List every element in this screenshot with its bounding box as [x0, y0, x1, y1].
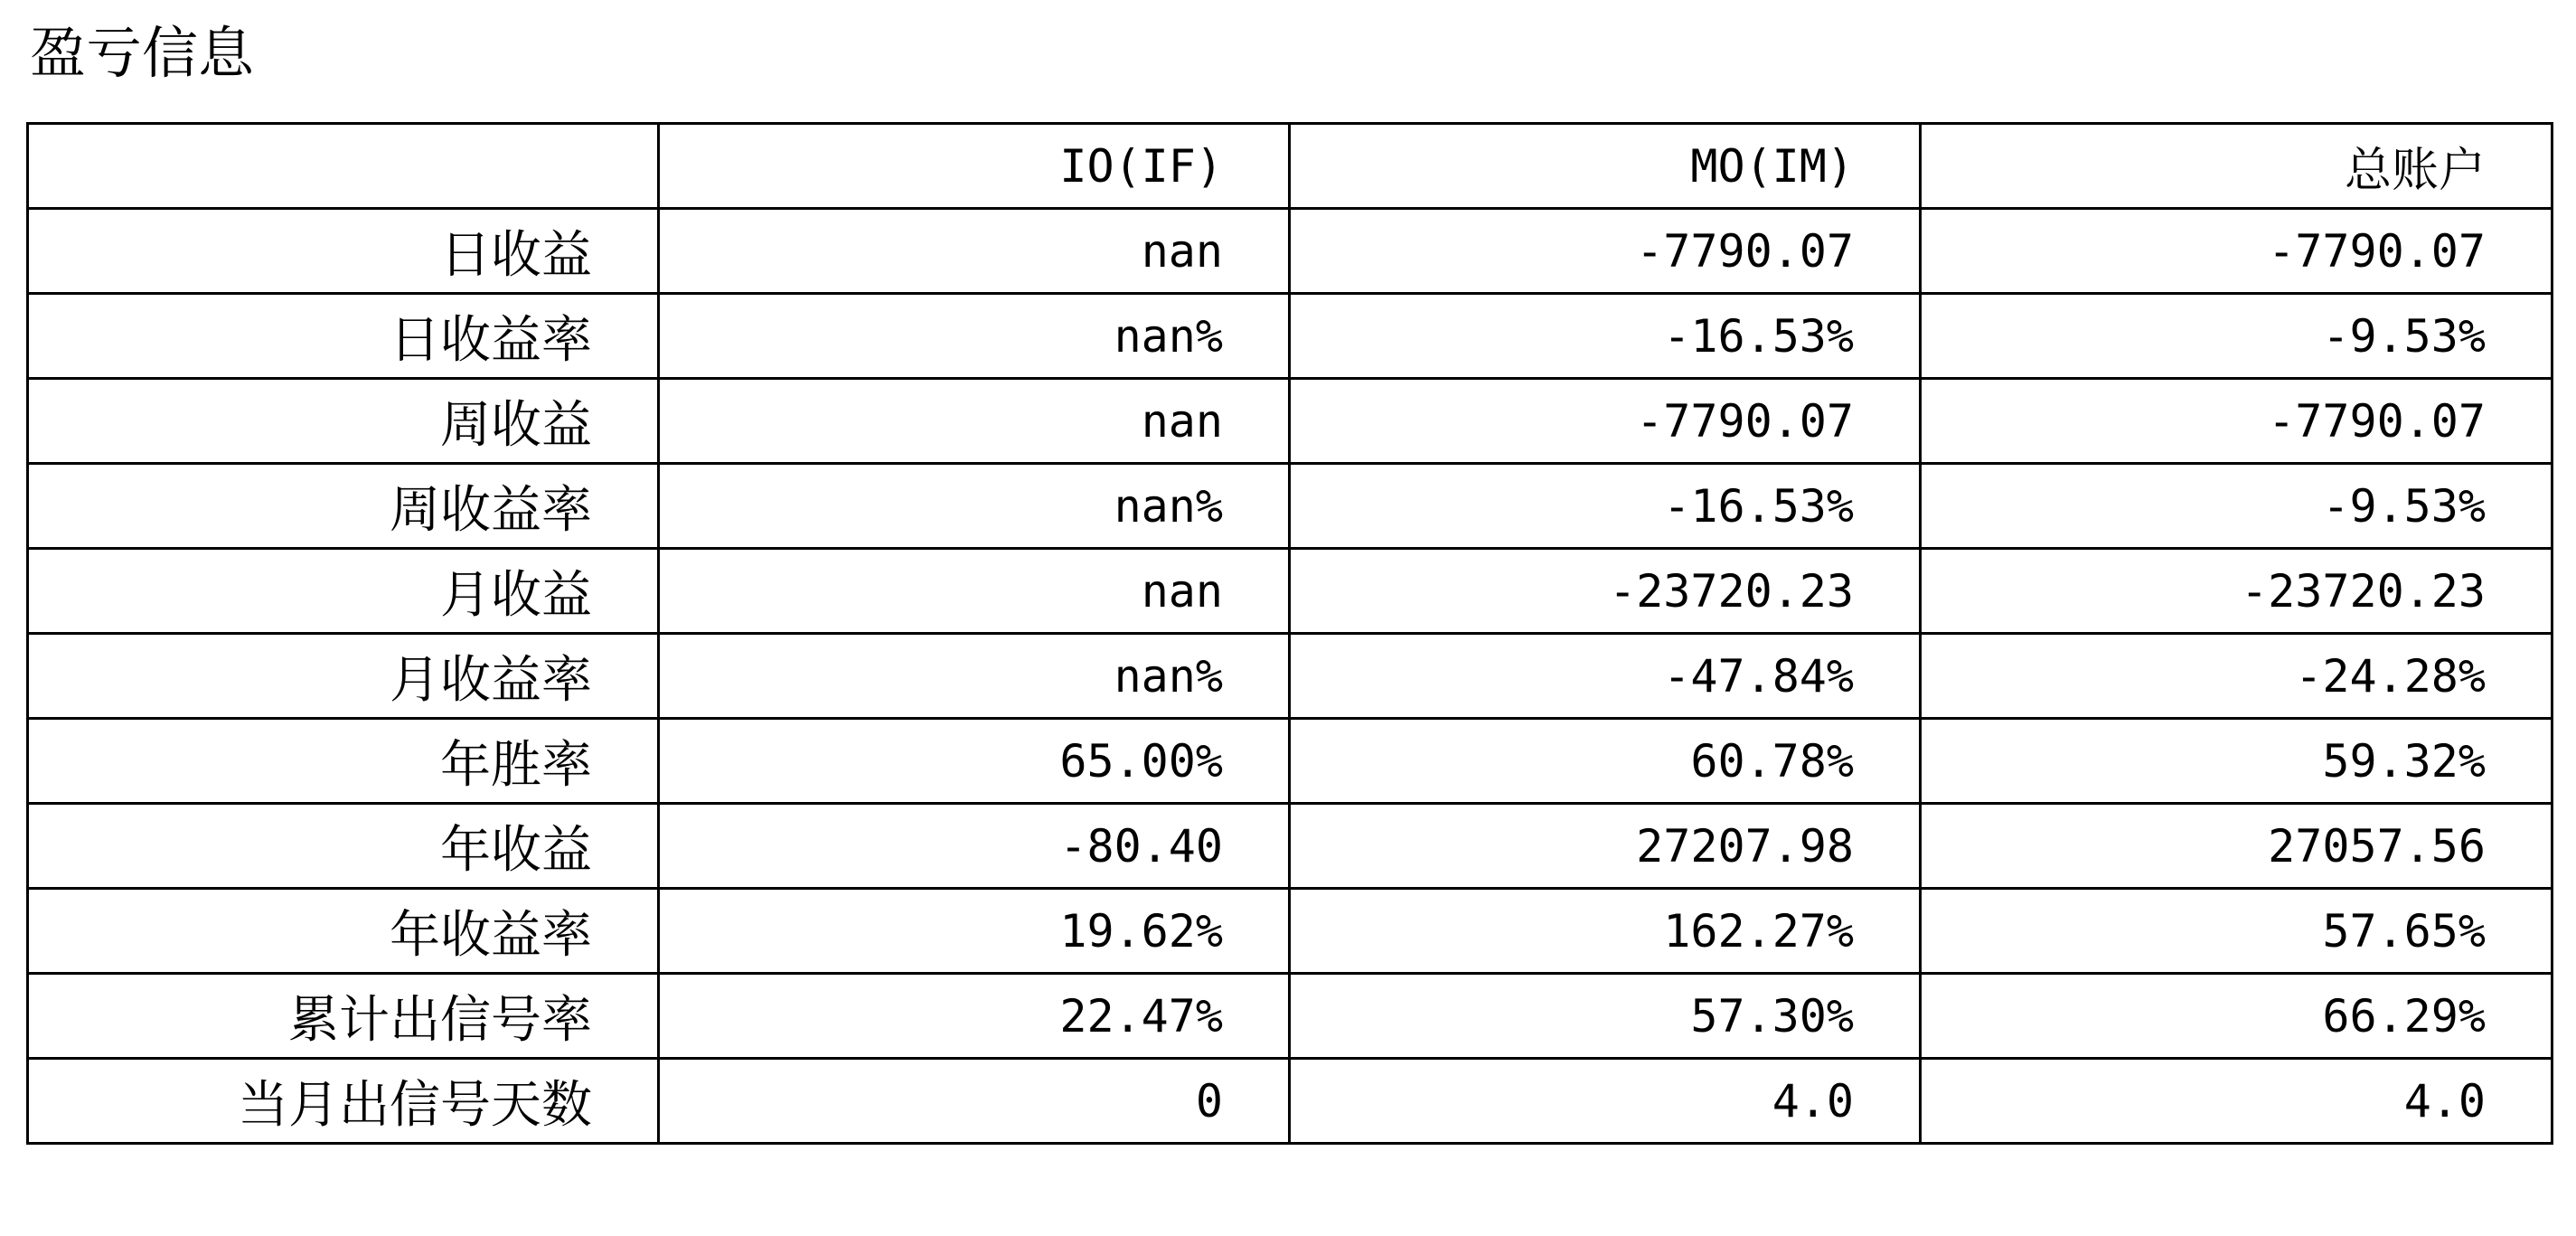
pnl-table	[26, 122, 2553, 1145]
header-mo-im: MO(IM)	[1290, 124, 1921, 209]
value-io-if: 65.00%	[659, 719, 1290, 804]
table-row	[28, 889, 2552, 974]
value-io-if: -80.40	[659, 804, 1290, 889]
row-label: 周收益率	[28, 464, 659, 549]
value-io-if: nan	[659, 379, 1290, 464]
table-row	[28, 549, 2552, 634]
value-total-account: 66.29%	[1921, 974, 2552, 1059]
value-total-account: -7790.07	[1921, 209, 2552, 294]
value-mo-im: -47.84%	[1290, 634, 1921, 719]
value-total-account: -23720.23	[1921, 549, 2552, 634]
value-total-account: 27057.56	[1921, 804, 2552, 889]
table-body	[28, 209, 2552, 1144]
value-total-account: -9.53%	[1921, 294, 2552, 379]
header-corner-cell	[28, 124, 659, 209]
value-io-if: nan%	[659, 294, 1290, 379]
value-mo-im: 60.78%	[1290, 719, 1921, 804]
value-total-account: 59.32%	[1921, 719, 2552, 804]
value-io-if: nan%	[659, 464, 1290, 549]
value-io-if: 0	[659, 1059, 1290, 1144]
table-header-row	[28, 124, 2552, 209]
row-label: 日收益	[28, 209, 659, 294]
row-label: 月收益率	[28, 634, 659, 719]
header-io-if: IO(IF)	[659, 124, 1290, 209]
value-mo-im: 162.27%	[1290, 889, 1921, 974]
value-io-if: nan	[659, 209, 1290, 294]
row-label: 累计出信号率	[28, 974, 659, 1059]
table-row	[28, 974, 2552, 1059]
table-row	[28, 719, 2552, 804]
row-label: 年收益率	[28, 889, 659, 974]
page-title: 盈亏信息	[30, 20, 255, 86]
value-mo-im: -7790.07	[1290, 209, 1921, 294]
value-total-account: -9.53%	[1921, 464, 2552, 549]
value-io-if: nan%	[659, 634, 1290, 719]
value-mo-im: -16.53%	[1290, 294, 1921, 379]
table-row	[28, 804, 2552, 889]
table-row	[28, 294, 2552, 379]
row-label: 月收益	[28, 549, 659, 634]
value-total-account: -7790.07	[1921, 379, 2552, 464]
value-mo-im: -7790.07	[1290, 379, 1921, 464]
row-label: 日收益率	[28, 294, 659, 379]
table-row	[28, 379, 2552, 464]
value-total-account: -24.28%	[1921, 634, 2552, 719]
value-io-if: 19.62%	[659, 889, 1290, 974]
table-row	[28, 209, 2552, 294]
value-io-if: 22.47%	[659, 974, 1290, 1059]
value-mo-im: -16.53%	[1290, 464, 1921, 549]
table-row	[28, 634, 2552, 719]
value-mo-im: -23720.23	[1290, 549, 1921, 634]
row-label: 年胜率	[28, 719, 659, 804]
value-total-account: 57.65%	[1921, 889, 2552, 974]
row-label: 周收益	[28, 379, 659, 464]
value-io-if: nan	[659, 549, 1290, 634]
table-row	[28, 464, 2552, 549]
row-label: 年收益	[28, 804, 659, 889]
value-mo-im: 4.0	[1290, 1059, 1921, 1144]
row-label: 当月出信号天数	[28, 1059, 659, 1144]
header-total-account: 总账户	[1921, 124, 2552, 209]
table-row	[28, 1059, 2552, 1144]
value-mo-im: 27207.98	[1290, 804, 1921, 889]
value-mo-im: 57.30%	[1290, 974, 1921, 1059]
value-total-account: 4.0	[1921, 1059, 2552, 1144]
